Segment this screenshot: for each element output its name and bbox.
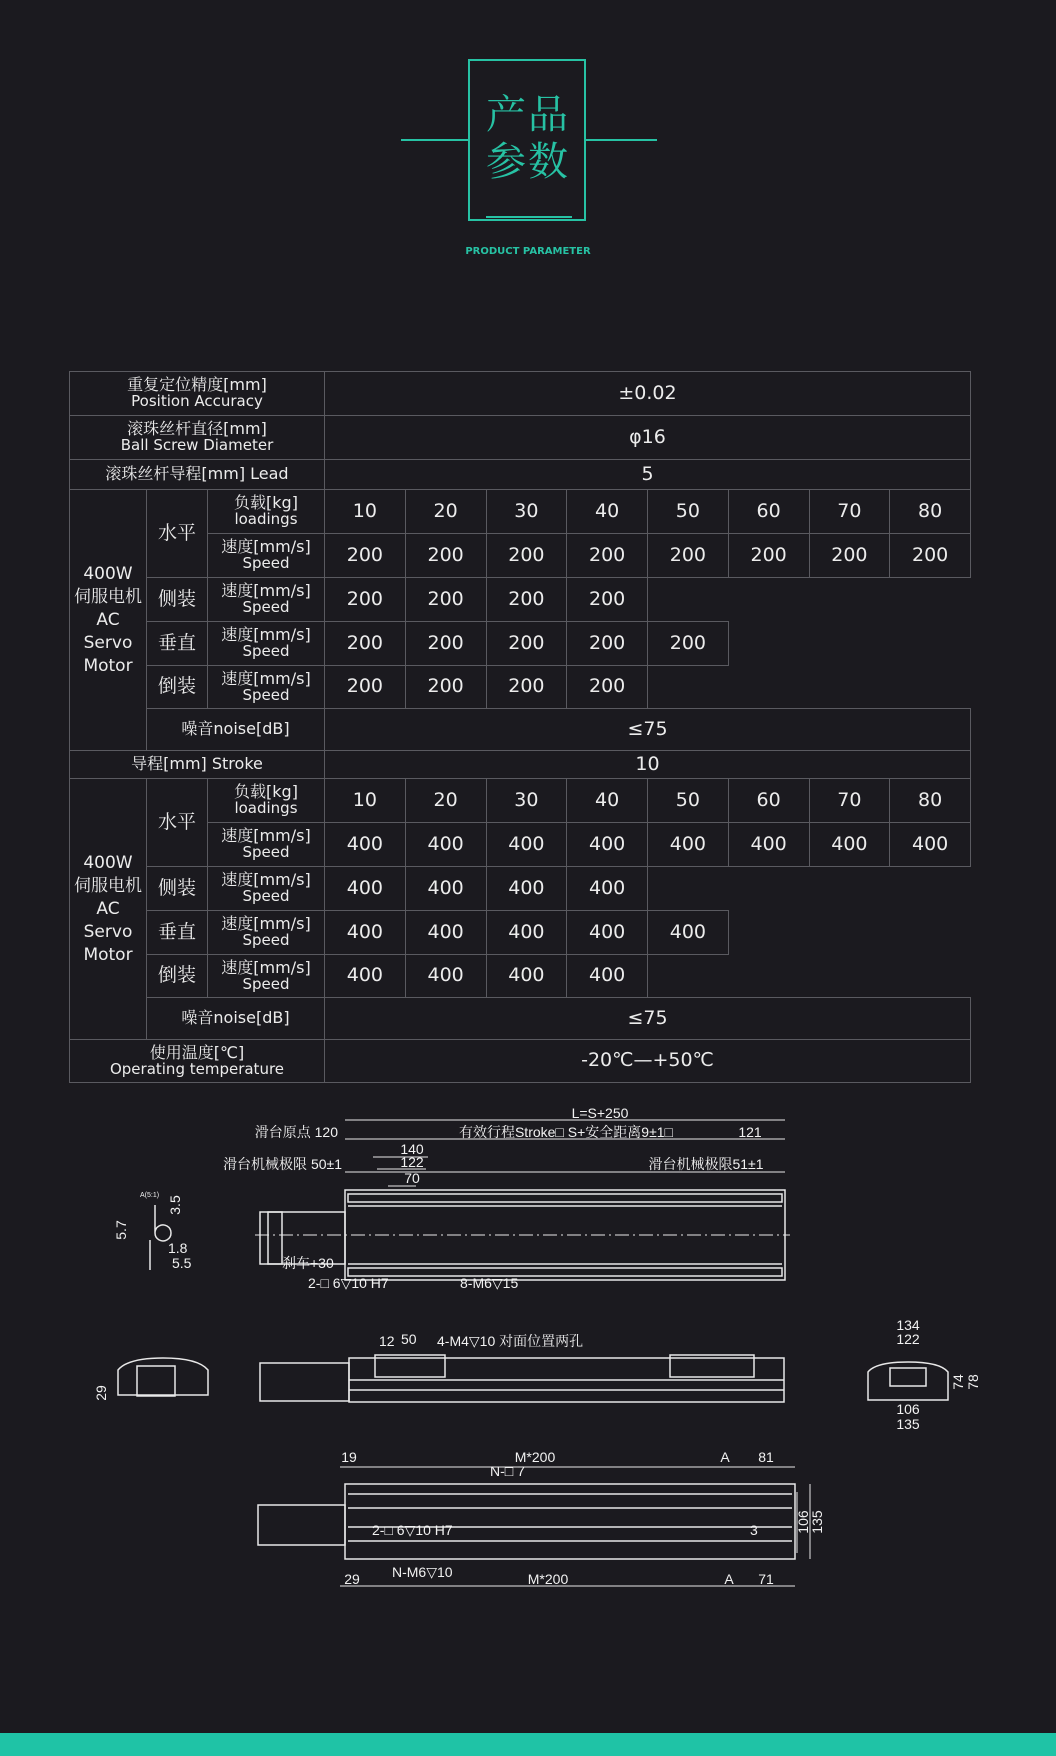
value-cell: 10	[325, 779, 406, 823]
label-en: Speed	[242, 974, 290, 993]
value-cell: 200	[567, 578, 648, 622]
dim-1-8: 1.8	[168, 1240, 188, 1256]
motor-line: Motor	[83, 655, 133, 676]
dim-140: 140	[400, 1141, 424, 1157]
footer-accent-bar	[0, 1733, 1056, 1756]
label-en: loadings	[234, 799, 298, 818]
dim-71: 71	[758, 1571, 774, 1587]
value-cell: 200	[567, 622, 648, 666]
value-cell: 20	[405, 779, 486, 823]
dim-limit-left: 滑台机械极限 50±1	[223, 1156, 342, 1172]
title-line2: 参数	[486, 139, 570, 185]
dim-screw: 8-M6▽15	[460, 1275, 519, 1291]
label-cn: 速度[mm/s]	[221, 826, 311, 846]
value-cell: 400	[325, 955, 406, 998]
value-cell: 60	[728, 779, 809, 823]
dim-19: 19	[341, 1449, 357, 1465]
dim-81: 81	[758, 1449, 774, 1465]
dim-122: 122	[400, 1154, 424, 1170]
dim-m200-bottom: M*200	[527, 1571, 569, 1587]
mount-inverted: 倒装	[147, 955, 208, 998]
value-cell: 400	[405, 955, 486, 998]
label-en: Speed	[242, 554, 290, 573]
label-cn: 滚珠丝杆直径[mm]	[127, 419, 267, 439]
value-cell: 30	[486, 490, 567, 534]
label-cn: 速度[mm/s]	[221, 914, 311, 934]
dim-3: 3	[750, 1522, 758, 1538]
value-cell: 200	[486, 578, 567, 622]
mount-vertical: 垂直	[147, 911, 208, 955]
lead-value: 5	[325, 460, 971, 490]
label-en: Speed	[242, 685, 290, 704]
dim-5-5: 5.5	[172, 1255, 192, 1271]
value-cell: 80	[890, 779, 971, 823]
label-cn: 使用温度[℃]	[149, 1042, 245, 1062]
label-en: Speed	[242, 642, 290, 661]
dim-m200-top: M*200	[514, 1449, 556, 1465]
value-cell: 200	[405, 622, 486, 666]
ball-screw-value: φ16	[325, 416, 971, 460]
label-en: Ball Screw Diameter	[120, 436, 274, 455]
value-cell: 400	[486, 911, 567, 955]
mount-vertical: 垂直	[147, 622, 208, 666]
dim-stroke: 有效行程Stroke□ S+安全距离9±1□	[458, 1124, 674, 1140]
value-cell: 400	[567, 911, 648, 955]
value-cell: 40	[567, 490, 648, 534]
label-cn: 负载[kg]	[234, 493, 298, 513]
value-cell: 400	[809, 823, 890, 867]
dim-135-end: 135	[896, 1416, 920, 1432]
value-cell: 200	[567, 534, 648, 578]
dim-length: L=S+250	[571, 1105, 629, 1121]
value-cell: 200	[486, 622, 567, 666]
dim-n7: N-□ 7	[490, 1463, 525, 1479]
label-en: Speed	[242, 887, 290, 906]
value-cell: 40	[567, 779, 648, 823]
value-cell: 200	[486, 666, 567, 709]
dim-nm6: N-M6▽10	[392, 1564, 453, 1580]
label-cn: 速度[mm/s]	[221, 870, 311, 890]
value-cell: 30	[486, 779, 567, 823]
value-cell: 10	[325, 490, 406, 534]
label-cn: 速度[mm/s]	[221, 581, 311, 601]
label-cn: 负载[kg]	[234, 782, 298, 802]
dim-brake: 刹车+30	[282, 1255, 334, 1271]
dim-122-end: 122	[896, 1331, 920, 1347]
noise-label: 噪音noise[dB]	[147, 998, 325, 1040]
title-subtitle: PRODUCT PARAMETER	[465, 246, 591, 257]
dim-a-top: A	[720, 1449, 730, 1465]
label-en: Operating temperature	[109, 1059, 285, 1078]
dim-5-7: 5.7	[113, 1220, 129, 1240]
dim-70: 70	[404, 1170, 420, 1186]
value-cell: 400	[325, 823, 406, 867]
dim-50: 50	[401, 1331, 417, 1347]
value-cell: 200	[728, 534, 809, 578]
lead-label: 滚珠丝杆导程[mm] Lead	[70, 460, 325, 490]
mount-horizontal: 水平	[147, 490, 208, 578]
value-cell: 200	[567, 666, 648, 709]
mount-side: 侧装	[147, 578, 208, 622]
dim-limit-right: 滑台机械极限51±1	[648, 1156, 764, 1172]
noise-value: ≤75	[325, 998, 971, 1040]
value-cell: 60	[728, 490, 809, 534]
top-view-drawing	[150, 1120, 790, 1280]
mount-horizontal: 水平	[147, 779, 208, 867]
profile-label: A(5:1)	[140, 1192, 160, 1199]
dim-135: 135	[809, 1510, 825, 1534]
dim-106-end: 106	[896, 1401, 920, 1417]
motor-line: Servo	[83, 632, 133, 653]
value-cell: 400	[567, 867, 648, 911]
value-cell: 20	[405, 490, 486, 534]
value-cell: 200	[405, 578, 486, 622]
value-cell: 400	[486, 823, 567, 867]
value-cell: 400	[728, 823, 809, 867]
value-cell: 200	[405, 534, 486, 578]
value-cell: 400	[325, 911, 406, 955]
label-cn: 重复定位精度[mm]	[127, 375, 267, 395]
motor-line: AC	[96, 609, 120, 630]
value-cell: 400	[567, 955, 648, 998]
position-accuracy-value: ±0.02	[325, 372, 971, 416]
value-cell: 400	[648, 823, 729, 867]
dim-12: 12	[379, 1333, 395, 1349]
stroke-label: 导程[mm] Stroke	[70, 751, 325, 779]
motor-line: AC	[96, 898, 120, 919]
value-cell: 50	[648, 779, 729, 823]
value-cell: 400	[405, 867, 486, 911]
value-cell: 70	[809, 490, 890, 534]
bottom-view-drawing	[258, 1467, 810, 1586]
label-cn: 速度[mm/s]	[221, 668, 311, 688]
mount-inverted: 倒装	[147, 666, 208, 709]
stroke-value: 10	[325, 751, 971, 779]
motor-line: 400W	[83, 852, 133, 873]
motor-line: Motor	[83, 944, 133, 965]
dim-pin: 2-□ 6▽10 H7	[308, 1275, 389, 1291]
value-cell: 70	[809, 779, 890, 823]
label-cn: 速度[mm/s]	[221, 537, 311, 557]
dim-29: 29	[344, 1571, 360, 1587]
label-en: Speed	[242, 843, 290, 862]
label-cn: 速度[mm/s]	[221, 957, 311, 977]
dim-106: 106	[795, 1510, 811, 1534]
dim-pin-bottom: 2-□ 6▽10 H7	[372, 1522, 453, 1538]
value-cell: 80	[890, 490, 971, 534]
label-en: loadings	[234, 510, 298, 529]
value-cell: 400	[405, 911, 486, 955]
value-cell: 400	[648, 911, 729, 955]
value-cell: 200	[486, 534, 567, 578]
motor-line: Servo	[83, 921, 133, 942]
value-cell: 200	[809, 534, 890, 578]
value-cell: 400	[486, 955, 567, 998]
value-cell: 200	[325, 622, 406, 666]
value-cell: 200	[648, 622, 729, 666]
label-en: Position Accuracy	[131, 392, 263, 411]
motor-line: 伺服电机	[74, 586, 142, 607]
dim-134: 134	[896, 1317, 920, 1333]
label-en: Speed	[242, 598, 290, 617]
dim-29-end: 29	[93, 1385, 109, 1401]
label-cn: 速度[mm/s]	[221, 625, 311, 645]
value-cell: 200	[648, 534, 729, 578]
value-cell: 400	[567, 823, 648, 867]
value-cell: 50	[648, 490, 729, 534]
noise-label: 噪音noise[dB]	[147, 709, 325, 751]
dim-121: 121	[738, 1124, 762, 1140]
side-view-drawing	[118, 1355, 948, 1402]
dim-74: 74	[950, 1374, 966, 1390]
motor-line: 400W	[83, 563, 133, 584]
value-cell: 400	[325, 867, 406, 911]
dim-holes: 4-M4▽10 对面位置两孔	[437, 1333, 584, 1349]
label-en: Speed	[242, 931, 290, 950]
value-cell: 400	[486, 867, 567, 911]
noise-value: ≤75	[325, 709, 971, 751]
dim-78: 78	[965, 1374, 981, 1390]
dim-3-5: 3.5	[167, 1195, 183, 1215]
title-line1: 产品	[486, 92, 570, 138]
dim-a-bottom: A	[724, 1571, 734, 1587]
temperature-value: -20℃—+50℃	[325, 1040, 971, 1083]
value-cell: 200	[325, 534, 406, 578]
mount-side: 侧装	[147, 867, 208, 911]
value-cell: 200	[325, 578, 406, 622]
dim-origin: 滑台原点 120	[254, 1124, 338, 1140]
motor-line: 伺服电机	[74, 875, 142, 896]
value-cell: 400	[890, 823, 971, 867]
value-cell: 400	[405, 823, 486, 867]
value-cell: 200	[325, 666, 406, 709]
value-cell: 200	[405, 666, 486, 709]
value-cell: 200	[890, 534, 971, 578]
